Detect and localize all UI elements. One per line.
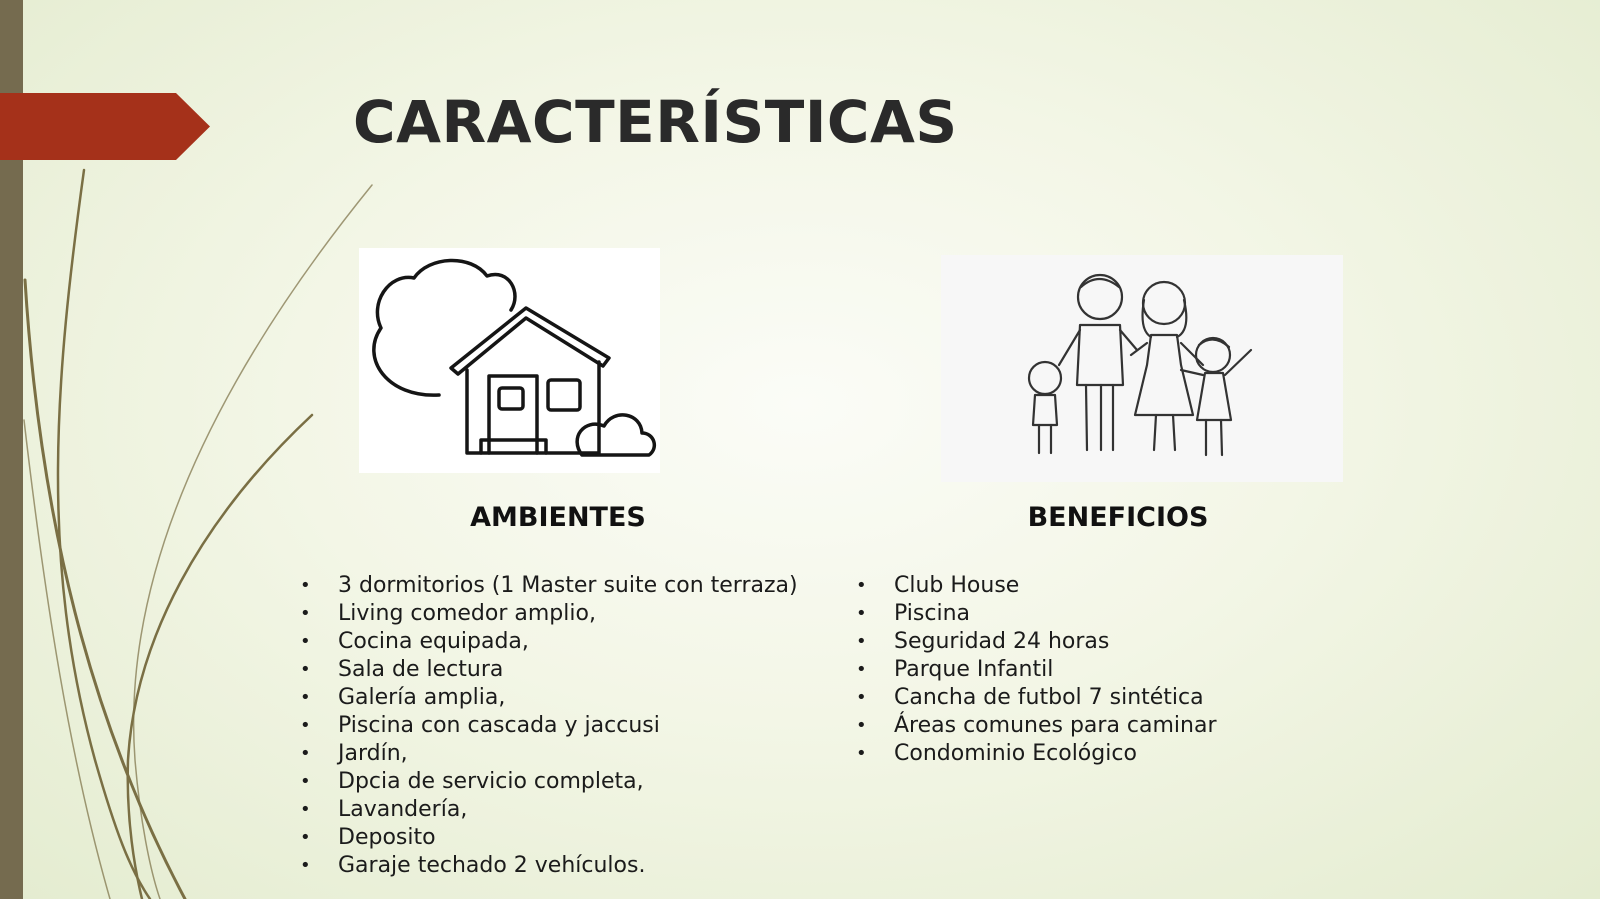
list-item: • Cancha de futbol 7 sintética — [856, 684, 1217, 712]
list-item: • Dpcia de servicio completa, — [300, 768, 798, 796]
list-item: • Club House — [856, 572, 1217, 600]
list-item: • Living comedor amplio, — [300, 600, 798, 628]
title-arrow-banner — [0, 93, 210, 160]
list-item: • Deposito — [300, 824, 798, 852]
list-item: • Jardín, — [300, 740, 798, 768]
list-item: • Piscina — [856, 600, 1217, 628]
family-icon — [941, 255, 1343, 482]
list-item: • 3 dormitorios (1 Master suite con terraza) — [300, 572, 798, 600]
ambientes-list — [300, 572, 798, 880]
list-item: • Sala de lectura — [300, 656, 798, 684]
list-item: • Áreas comunes para caminar — [856, 712, 1217, 740]
slide-title: CARACTERÍSTICAS — [353, 88, 958, 156]
list-item: • Cocina equipada, — [300, 628, 798, 656]
list-item: • Piscina con cascada y jaccusi — [300, 712, 798, 740]
list-item: • Galería amplia, — [300, 684, 798, 712]
list-item: • Condominio Ecológico — [856, 740, 1217, 768]
beneficios-heading: BENEFICIOS — [1027, 502, 1209, 533]
ambientes-heading: AMBIENTES — [470, 502, 646, 533]
house-tree-icon — [359, 248, 660, 473]
list-item: • Parque Infantil — [856, 656, 1217, 684]
list-item: • Garaje techado 2 vehículos. — [300, 852, 798, 880]
list-item: • Seguridad 24 horas — [856, 628, 1217, 656]
list-item: • Lavandería, — [300, 796, 798, 824]
beneficios-list — [856, 572, 1217, 768]
